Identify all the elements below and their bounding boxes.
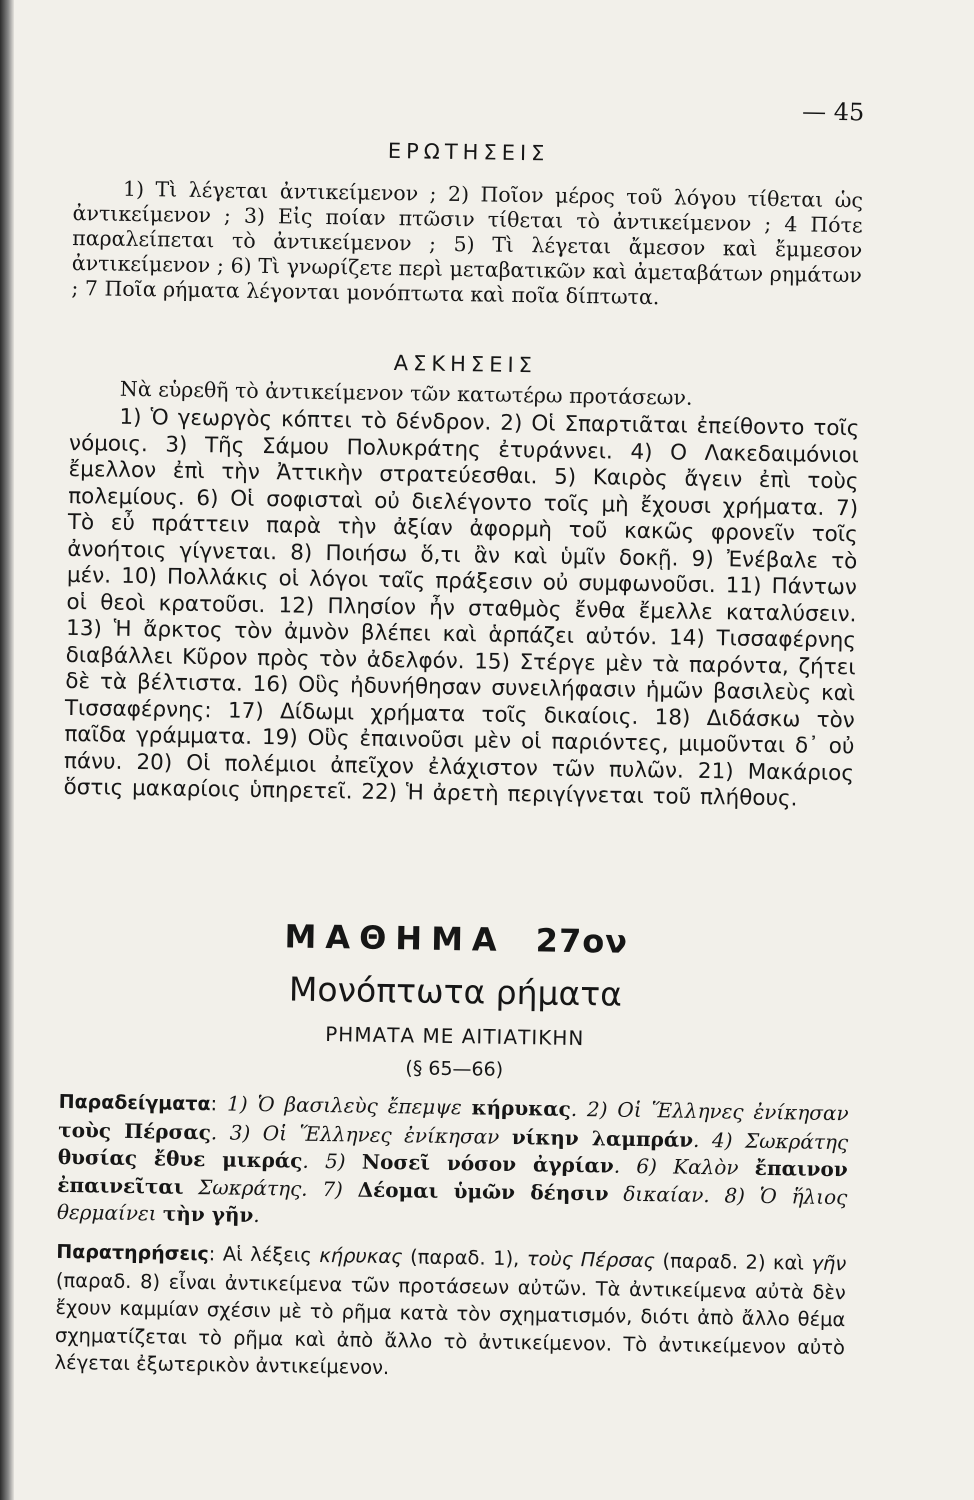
lesson-title-word: ΜΑΘΗΜΑ xyxy=(284,917,507,959)
lesson-title xyxy=(61,914,851,964)
examples-text-2: . 2) Οἱ Ἕλληνες ἐνίκησαν xyxy=(570,1096,849,1126)
examples-emph-2: τοὺς Πέρσας xyxy=(58,1117,212,1144)
page-number: — 45 xyxy=(801,97,865,127)
examples-text-8: δικαίαν. 8) Ὁ ἥλιος θερμαίνει xyxy=(56,1181,848,1226)
examples-label: Παραδείγματα xyxy=(58,1090,211,1116)
remarks-text-1: Αἱ λέξεις xyxy=(222,1242,312,1267)
examples-text-6: . 6) Καλὸν xyxy=(613,1153,739,1180)
questions-text: 1) Τὶ λέγεται ἀντικείμενον ; 2) Ποῖον μέρος τοῦ λόγου τίθεται ὡς ἀντικείμενον ; 3) Εἰς ποίαν πτῶσιν τίθεται τὸ ἀντικείμενον ; 4 Πότε παραλείπεται τὸ ἀντικείμενον ; 5) Τὶ λέγεται ἄμεσον καὶ ἔμμεσον ἀντικείμενον ; 6) Τὶ γνωρίζετε περὶ μεταβατικῶν καὶ ἀμεταβάτων ρημάτων ; 7 Ποῖα ρήματα λέγονται μονόπτωτα καὶ ποῖα δίπτωτα. xyxy=(71,176,864,310)
remarks-separator: : xyxy=(208,1242,216,1266)
examples-emph-7: Δέομαι ὑμῶν δέησιν xyxy=(357,1177,609,1206)
questions-heading: ΕΡΩΤΗΣΕΙΣ xyxy=(387,138,550,166)
examples-text-5: . 5) xyxy=(302,1148,346,1174)
examples-text-4: . 4) Σωκράτης xyxy=(692,1127,849,1154)
examples-emph-6: ἔπαινον ἐπαινεῖται xyxy=(57,1155,848,1199)
examples-block xyxy=(57,1088,849,1239)
lesson-section-ref: (§ 65—66) xyxy=(405,1057,504,1081)
exercises-intro: Νὰ εὑρεθῆ τὸ ἀντικείμενον τῶν κατωτέρω προτάσεων. xyxy=(119,376,693,410)
examples-text-3: . 3) Οἱ Ἕλληνες ἐνίκησαν xyxy=(210,1119,500,1149)
remarks-emph-1: κήρυκας xyxy=(319,1243,403,1269)
examples-emph-8: τὴν γῆν xyxy=(162,1201,254,1227)
page-content xyxy=(54,0,866,1380)
examples-emph-5: Νοσεῖ νόσον ἀγρίαν xyxy=(361,1149,614,1178)
remarks-label: Παρατηρήσεις xyxy=(56,1240,209,1266)
exercises-text: 1) Ὁ γεωργὸς κόπτει τὸ δένδρον. 2) Οἱ Σπαρτιᾶται ἐπείθοντο τοῖς νόμοις. 3) Τῆς Σάμου Πολυκράτης ἐτυράννει. 4) Ο Λακεδαιμόνιοι ἔμελλον ἐπὶ τὴν Ἀττικὴν στρατεύεσθαι. 5) Καιρὸς ἄγειν ἐπὶ τοὺς πολεμίους. 6) Οἱ σοφισταὶ οὐ διελέγοντο τοῖς μὴ ἔχουσι χρήματα. 7) Τὸ εὖ πράττειν παρὰ τὴν ἀξίαν ἀφορμὴ τοῦ κακῶς φρονεῖν τοῖς ἀνοήτοις γίγνεται. 8) Ποιήσω ὅ,τι ἂν καὶ ὑμῖν δοκῇ. 9) Ἐνέβαλε τὸ μέν. 10) Πολλάκις οἱ λόγοι ταῖς πράξεσιν οὐ συμφωνοῦσι. 11) Πάντων οἱ θεοὶ κρατοῦσι. 12) Πλησίον ἦν σταθμὸς ἔνθα ἔμελλε καταλύσειν. 13) Ἡ ἄρκτος τὸν ἀμνὸν βλέπει καὶ ἁρπάζει αὐτόν. 14) Τισσαφέρνης διαβάλλει Κῦρον πρὸς τὸν ἀδελφόν. 15) Στέργε μὲν τὰ παρόντα, ζήτει δὲ τὰ βέλτιστα. 16) Οὓς ἠδυνήθησαν συνειλήφασιν ἡμῶν βασιλεὺς καὶ Τισσαφέρνης: 17) Δίδωμι χρήματα τοῖς δικαίοις. 18) Διδάσκω τὸν παῖδα γράμματα. 19) Οὓς ἐπαινοῦσι μὲν οἱ παριόντες, μιμοῦνται δ᾿ οὐ πάνυ. 20) Οἱ πολέμιοι ἀπεῖχον ἐλάχιστον τῶν πυλῶν. 21) Μακάριος ὅστις μακαρίοις ὑπηρετεῖ. 22) Ἡ ἀρετὴ περιγίγνεται τοῦ πλήθους. xyxy=(63,404,860,812)
examples-separator: : xyxy=(210,1091,218,1116)
book-spine-shadow xyxy=(0,0,14,1500)
lesson-subtitle: Μονόπτωτα ρήματα xyxy=(288,969,623,1014)
remarks-emph-2: τοὺς Πέρσας xyxy=(526,1247,656,1273)
examples-emph-1: κήρυκας xyxy=(471,1095,572,1121)
examples-text-1: 1) Ὁ βασιλεὺς ἔπεμψε xyxy=(226,1091,462,1120)
remarks-text-4: (παραδ. 8) εἶναι ἀντικείμενα τῶν προτάσεων αὐτῶν. Τὰ ἀντικείμενα αὐτὰ δὲν ἔχουν καμμίαν σχέσιν μὲ τὸ ρῆμα κατὰ τὸν σχηματισμόν, διότι ἀπὸ ἄλλο θέμα σχηματίζεται τὸ ρῆμα καὶ ἀπὸ ἄλλο τὸ ἀντικείμενον. Τὸ ἀντικείμενον αὐτὸ λέγεται ἐξωτερικὸν ἀντικείμενον. xyxy=(54,1268,846,1380)
examples-text-7: Σωκράτης. 7) xyxy=(198,1174,344,1201)
examples-emph-4: θυσίας ἔθυε μικράς xyxy=(57,1144,303,1173)
remarks-block xyxy=(54,1238,846,1389)
lesson-caps-subtitle: ΡΗΜΑΤΑ ΜΕ ΑΙΤΙΑΤΙΚΗΝ xyxy=(325,1022,585,1051)
remarks-emph-3: γῆν xyxy=(811,1251,847,1276)
examples-emph-3: νίκην λαμπράν xyxy=(511,1124,694,1152)
remarks-text-2: (παραδ. 1), xyxy=(409,1245,520,1271)
lesson-number: 27ον xyxy=(535,921,629,961)
exercises-heading: ΑΣΚΗΣΕΙΣ xyxy=(393,351,538,378)
examples-text-9: . xyxy=(253,1202,260,1228)
remarks-text-3: (παραδ. 2) καὶ xyxy=(662,1249,805,1275)
